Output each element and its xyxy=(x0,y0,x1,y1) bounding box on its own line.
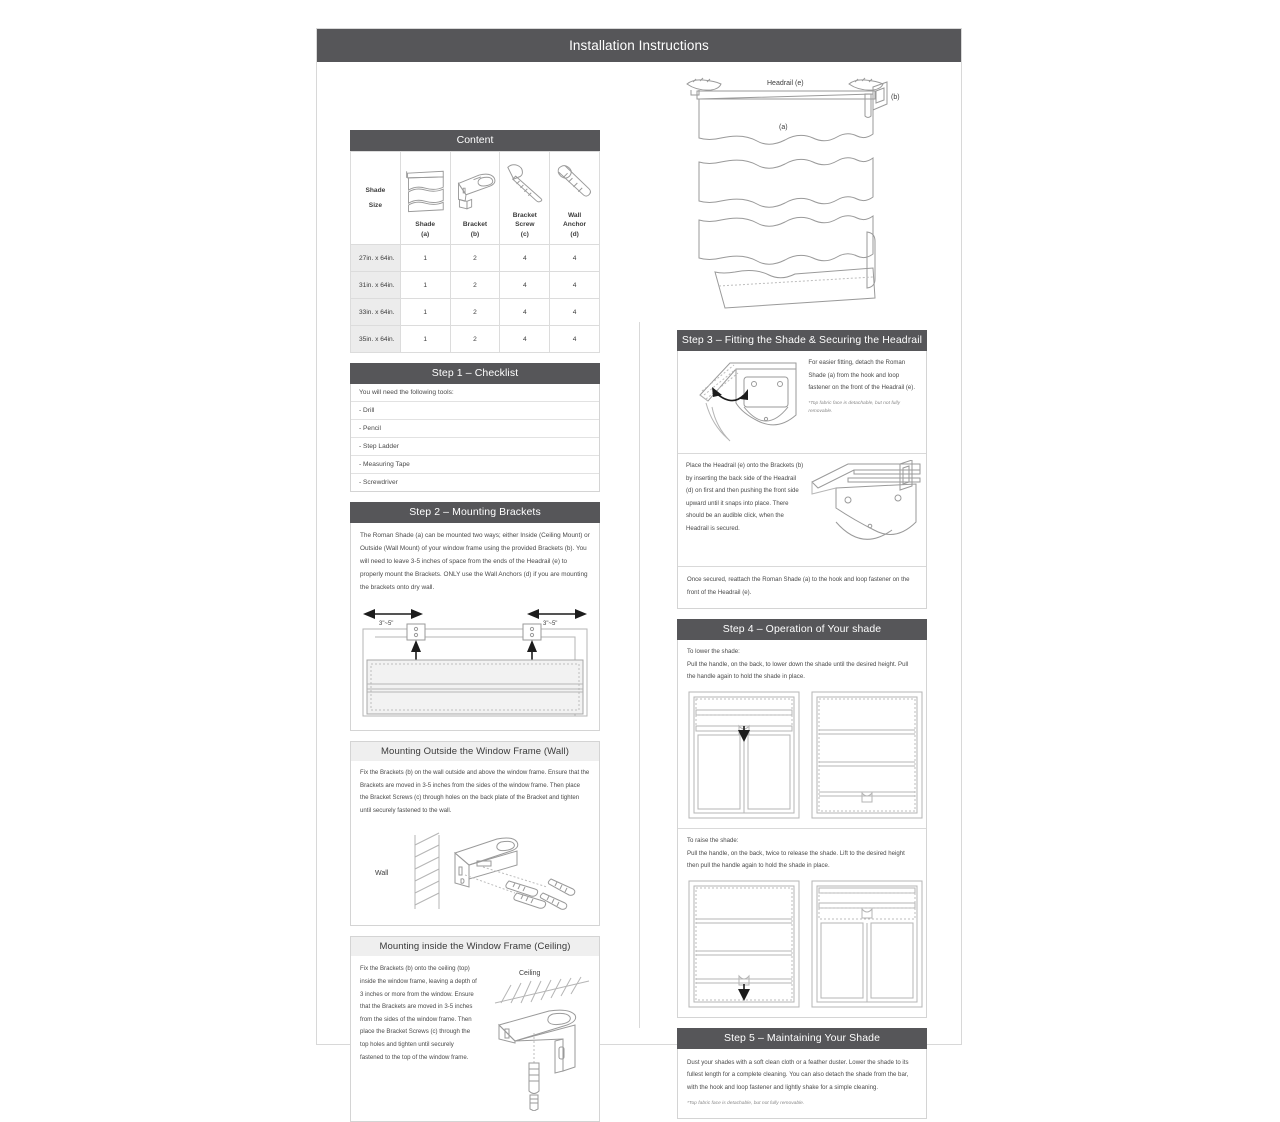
cell-shade: 1 xyxy=(400,272,450,299)
step2-body: The Roman Shade (a) can be mounted two ways; either Inside (Ceiling Mount) or Outside (Wall Mount) of your window frame using the provided Brackets (b). You will need to leave 3-5 inches of space from the ends of the Headrail (e) to properly mount the Brackets. ONLY use the Wall Anchors (d) if you are mounting the brackets onto dry wall. xyxy=(360,532,590,591)
page-title-text: Installation Instructions xyxy=(569,38,709,53)
wall-mount-section xyxy=(350,741,600,926)
cell-bracket: 2 xyxy=(450,272,500,299)
content-table xyxy=(350,130,600,353)
wall-anchor-icon xyxy=(550,153,599,211)
step4-raise-diagrams xyxy=(678,875,926,1017)
cell-wall-anchor: 4 xyxy=(550,272,600,299)
step4-lower-diagrams xyxy=(678,686,926,828)
step2-heading: Step 2 – Mounting Brackets xyxy=(350,502,600,523)
table-row xyxy=(351,299,600,326)
step3-part1-text: For easier fitting, detach the Roman Shade (a) from the hook and loop fastener on the front of the Headrail (e). xyxy=(808,359,916,392)
bracket-right-icon xyxy=(523,624,541,640)
step1-section xyxy=(350,363,600,492)
step4-heading: Step 4 – Operation of Your shade xyxy=(677,619,927,640)
col-header-wall-anchor-label: Wall Anchor (d) xyxy=(563,211,587,238)
pull-twice-arrow xyxy=(738,984,750,1001)
page-title xyxy=(317,29,961,62)
step3-text-place xyxy=(686,460,804,562)
content-table-header-row xyxy=(351,152,600,245)
insert-arrow-left xyxy=(411,640,421,660)
cell-bracket-screw: 4 xyxy=(500,299,550,326)
list-item: - Measuring Tape xyxy=(351,456,599,474)
hero-label-bracket: (b) xyxy=(891,94,900,101)
size-header-line2: Size xyxy=(368,202,382,209)
col-header-shade-label: Shade (a) xyxy=(415,221,436,238)
step3-diagram-detach xyxy=(686,357,804,449)
step3-text-detach xyxy=(804,357,918,449)
screw-icon xyxy=(530,1095,538,1111)
step3-part3-text: Once secured, reattach the Roman Shade (a) to the hook and loop fastener on the front of the Headrail (e). xyxy=(687,576,910,596)
table-row xyxy=(351,245,600,272)
row-size: 31in. x 64in. xyxy=(351,272,401,299)
list-item: - Step Ladder xyxy=(351,438,599,456)
window-shade-lowered xyxy=(810,690,924,820)
wall-mount-heading: Mounting Outside the Window Frame (Wall) xyxy=(350,741,600,761)
cell-wall-anchor: 4 xyxy=(550,299,600,326)
ceiling-mount-heading: Mounting inside the Window Frame (Ceiling) xyxy=(350,936,600,956)
size-header-line1: Shade xyxy=(365,187,386,194)
cell-shade: 1 xyxy=(400,326,450,353)
wall-anchor-icon xyxy=(529,1063,539,1094)
right-column xyxy=(677,330,927,1119)
step4-lower-text: Pull the handle, on the back, to lower down the shade until the desired height. Pull the handle again to hold the shade in place. xyxy=(687,660,909,681)
col-header-size xyxy=(351,152,401,245)
step1-intro: You will need the following tools: xyxy=(351,384,599,402)
step4-raise-label: To raise the shade: xyxy=(687,836,739,844)
bracket-left-icon xyxy=(687,78,721,95)
col-header-shade xyxy=(400,152,450,245)
ceiling-mount-section xyxy=(350,936,600,1122)
step3-heading: Step 3 – Fitting the Shade & Securing the Headrail xyxy=(677,330,927,351)
content-table-caption: Content xyxy=(350,130,600,151)
cell-bracket: 2 xyxy=(450,245,500,272)
step5-body: Dust your shades with a soft clean cloth or a feather duster. Lower the shade to its fullest length for a complete cleaning. You can also detach the shade from the bar, with the hook and loop fastener and lightly shake for a simple cleaning. xyxy=(687,1058,909,1091)
wall-mount-panel xyxy=(350,761,600,926)
instruction-sheet xyxy=(316,28,962,1106)
step3-panel xyxy=(677,351,927,609)
window-shade-raised xyxy=(687,690,801,820)
col-header-bracket-screw xyxy=(500,152,550,245)
step3-part2-text: Place the Headrail (e) onto the Brackets (b) by inserting the back side of the Headrail (d) on first and then pushing the front side upward until it snaps into place. There should be an audible click, when the Headrail is secured. xyxy=(686,462,804,532)
dim-left-label: 3"~5" xyxy=(379,621,394,627)
step4-section xyxy=(677,619,927,1018)
list-item: - Pencil xyxy=(351,420,599,438)
ceiling-mount-panel xyxy=(350,956,600,1122)
row-size: 27in. x 64in. xyxy=(351,245,401,272)
cell-bracket-screw: 4 xyxy=(500,326,550,353)
shade-icon xyxy=(401,162,450,220)
window-shade-raised-result xyxy=(810,879,924,1009)
table-row xyxy=(351,326,600,353)
bracket-right-icon xyxy=(849,78,887,118)
col-header-bracket-label: Bracket (b) xyxy=(462,221,488,238)
wall-mount-diagram xyxy=(351,825,599,925)
screw-icon xyxy=(548,879,574,895)
step4-panel xyxy=(677,640,927,1018)
window-shade-lowered-pull xyxy=(687,879,801,1009)
col-header-bracket xyxy=(450,152,500,245)
row-size: 35in. x 64in. xyxy=(351,326,401,353)
step5-heading: Step 5 – Maintaining Your Shade xyxy=(677,1028,927,1049)
insert-arrow-right xyxy=(527,640,537,660)
ceiling-mount-text-col xyxy=(360,963,477,1111)
hero-diagram xyxy=(677,72,929,312)
screw-icon xyxy=(500,153,549,211)
step4-raise-text: Pull the handle, on the back, twice to release the shade. Lift to the desired height then pull the handle again to hold the shade in place. xyxy=(687,849,905,870)
wall-mount-body: Fix the Brackets (b) on the wall outside and above the window frame. Ensure that the Brackets are moved in 3-5 inches from the sides of the window frame. Then place the Bracket Screws (c) through holes on the back plate of the Bracket and tighten until securely fastened to the wall. xyxy=(360,769,590,814)
cell-shade: 1 xyxy=(400,245,450,272)
row-size: 33in. x 64in. xyxy=(351,299,401,326)
bracket-spacing-diagram xyxy=(351,602,599,730)
list-item: - Drill xyxy=(351,402,599,420)
dim-right-label: 3"~5" xyxy=(543,621,558,627)
step3-section xyxy=(677,330,927,609)
cell-bracket-screw: 4 xyxy=(500,245,550,272)
step3-part1-note: *Top fabric face is detachable, but not fully removable. xyxy=(808,400,901,414)
col-header-bracket-screw-label: Bracket Screw (c) xyxy=(512,211,537,238)
step1-heading: Step 1 – Checklist xyxy=(350,363,600,384)
step5-section xyxy=(677,1028,927,1119)
cell-bracket: 2 xyxy=(450,326,500,353)
table-row xyxy=(351,272,600,299)
list-item: - Screwdriver xyxy=(359,479,398,486)
step2-section xyxy=(350,502,600,731)
ceiling-mount-body: Fix the Brackets (b) onto the ceiling (top) inside the window frame, leaving a depth of 3 inches or more from the window. Ensure that the Brackets are moved in 3-5 inches from the sides of the window frame. Then place the Bracket Screws (c) through the top holes and tighten until securely fastened to the top of the window frame. xyxy=(360,965,477,1061)
bracket-icon xyxy=(451,162,500,220)
cell-shade: 1 xyxy=(400,299,450,326)
wall-label: Wall xyxy=(375,870,389,878)
detach-arrow xyxy=(712,387,748,401)
ceiling-mount-diagram xyxy=(477,963,590,1111)
step1-panel xyxy=(350,384,600,492)
ceiling-label: Ceiling xyxy=(519,970,541,978)
column-divider xyxy=(639,322,640,1028)
sheet-body xyxy=(317,62,961,1106)
cell-wall-anchor: 4 xyxy=(550,245,600,272)
hero-label-shade: (a) xyxy=(779,124,788,131)
step5-note: *Top fabric face is detachable, but not fully removable. xyxy=(687,1100,805,1106)
left-column xyxy=(350,130,600,1122)
step3-diagram-place xyxy=(804,460,918,562)
step2-panel xyxy=(350,523,600,731)
col-header-wall-anchor xyxy=(550,152,600,245)
step5-panel xyxy=(677,1049,927,1119)
cell-bracket-screw: 4 xyxy=(500,272,550,299)
step4-lower-label: To lower the shade: xyxy=(687,648,740,656)
cell-bracket: 2 xyxy=(450,299,500,326)
hero-label-headrail: Headrail (e) xyxy=(767,80,804,87)
bracket-left-icon xyxy=(407,624,425,640)
cell-wall-anchor: 4 xyxy=(550,326,600,353)
